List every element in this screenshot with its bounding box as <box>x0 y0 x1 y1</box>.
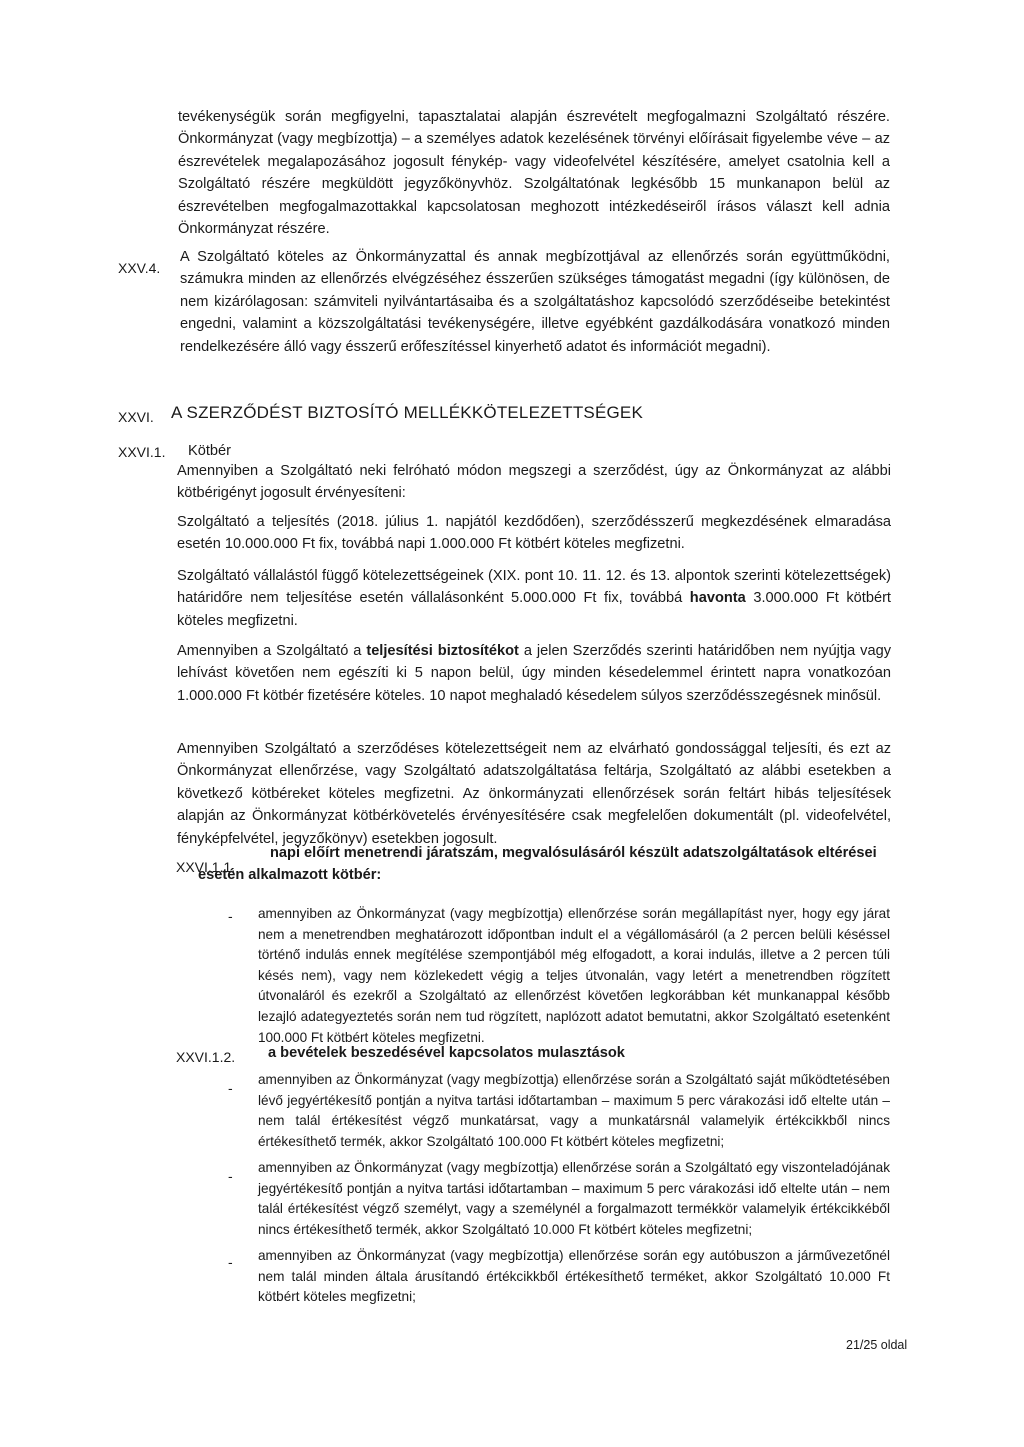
kotber-paragraph-2: Szolgáltató a teljesítés (2018. július 1. napjától kezdődően), szerződésszerű megkezdésének elmaradása esetén 10.000.000 Ft fix, továbbá napi 1.000.000 Ft kötbért köteles megfizetni. <box>177 514 891 553</box>
intro-paragraph: tevékenységük során megfigyelni, tapasztalatai alapján észrevételt megfogalmazni Szolgáltató részére. Önkormányzat (vagy megbízottja) – a személyes adatok kezelésének törvényi előírásait figyelembe véve – az észrevételek megalapozásához jogosult fénykép- vagy videofelvétel készítésére, amelyet csatolnia kell a Szolgáltató részére megküldött jegyzőkönyvhöz. Szolgáltatónak legkésőbb 15 munkanapon belül az észrevételben megfogalmazottakkal kapcsolatosan meghozott intézkedéseiről írásos választ kell adnia Önkormányzat részére. <box>178 109 890 238</box>
section-xxvi11-title: napi előírt menetrendi járatszám, megvalósulásáról készült adatszolgáltatások eltérései esetén alkalmazott kötbér: <box>198 845 877 884</box>
section-number-xxvi1: XXVI.1. <box>118 444 166 460</box>
penalty-list-item: amennyiben az Önkormányzat (vagy megbízottja) ellenőrzése során megállapítást nyer, hogy egy járat nem a menetrendben meghatározott időpontban indult el a végállomásáról (a 2 percen belüli késéssel történő indulás ennek megítélése szempontjából még elfogadott, a korai indulás, illetve a 2 percen túli késés nem), vagy nem közlekedett végig a teljes útvonalán, vagy letért a menetrendben rögzített útvonaláról és ezekről a Szolgáltató az ellenőrzést követően legkorábban két munkanappal később lezajló adategyeztetés során nem tud rögzített, naplózott adatot bemutatni, akkor Szolgáltató esetenként 100.000 Ft kötbért köteles megfizetni. <box>258 906 890 1045</box>
dash-marker: - <box>228 1254 233 1270</box>
dash-marker: - <box>228 908 233 924</box>
kotber-paragraph-3 <box>177 565 891 632</box>
kotber-paragraph-5: Amennyiben Szolgáltató a szerződéses kötelezettségeit nem az elvárható gondossággal teljesíti, és ezt az Önkormányzat ellenőrzése, vagy Szolgáltató adatszolgáltatása feltárja, Szolgáltató az alábbi esetekben a következő kötbéreket köteles megfizetni. Az önkormányzati ellenőrzések során feltárt hibás teljesítések alapján az Önkormányzat kötbérkövetelés érvényesítésére csak megfelelően dokumentált (pl. videofelvétel, fényképfelvétel, jegyzőkönyv) esetekben jogosult. <box>177 741 891 847</box>
penalty-list-item: amennyiben az Önkormányzat (vagy megbízottja) ellenőrzése során a Szolgáltató egy viszonteladójának jegyértékesítő pontján a nyitva tartási időtartamban – maximum 5 perc várakozási idő eltelte után – nem talál értékesítést végző személyt, vagy a személynél a forgalmazott termékkör valamelyik értékcikkéből nincs értékesíthető termék, akkor Szolgáltató 10.000 Ft kötbért köteles megfizetni; <box>258 1160 890 1237</box>
kotber-p3-text-b: 3.000.000 Ft kötbért köteles megfizetni. <box>177 590 891 629</box>
section-number-xxvi12: XXVI.1.2. <box>176 1049 236 1065</box>
page-number: 21/25 oldal <box>846 1338 908 1352</box>
kotber-p4-bold: teljesítési biztosítékot <box>366 643 519 659</box>
kotber-p4-text-a: Amennyiben a Szolgáltató a <box>177 643 367 659</box>
kotber-p3-bold: havonta <box>689 590 746 607</box>
section-xxv4-text: A Szolgáltató köteles az Önkormányzattal és annak megbízottjával az ellenőrzés során együttműködni, számukra minden az ellenőrzés elvégzéséhez ésszerűen szükséges támogatást megadni (így különösen, de nem kizárólagosan: számviteli nyilvántartásaiba és a szolgáltatáshoz kapcsolódó szerződéseibe betekintést engedni, valamint a közszolgáltatási tevékenységére, illetve egyébként gazdálkodására vonatkozó minden rendelkezésére álló vagy ésszerű erőfeszítéssel kinyerhető adatot és információt megadni). <box>180 249 890 355</box>
section-xxvi1-title: Kötbér <box>188 443 231 459</box>
dash-marker: - <box>228 1168 233 1184</box>
kotber-p4-text-b: a jelen Szerződés szerinti határidőben nem nyújtja vagy lehívást követően nem egészíti ki 5 napon belül, úgy minden késedelemmel érintett napra vonatkozóan 1.000.000 Ft kötbér fizetésére köteles. 10 napot meghaladó késedelem súlyos szerződésszegésnek minősül. <box>177 643 891 704</box>
section-number-xxvi11: XXVI.1.1. <box>176 859 236 875</box>
penalty-list-item: amennyiben az Önkormányzat (vagy megbízottja) ellenőrzése során a Szolgáltató saját működtetésében lévő jegyértékesítő pontján a nyitva tartási időtartamban – maximum 5 perc várakozási idő eltelte után – nem talál értékesítést végző munkatársat, vagy a munkatársnál valamelyik értékcikkből nincs értékesíthető termék, akkor Szolgáltató 100.000 Ft kötbért köteles megfizetni; <box>258 1072 890 1149</box>
section-xxvi-title: A SZERZŐDÉST BIZTOSÍTÓ MELLÉKKÖTELEZETTSÉGEK <box>171 403 644 422</box>
kotber-paragraph-1: Amennyiben a Szolgáltató neki felróható módon megszegi a szerződést, úgy az Önkormányzat az alábbi kötbérigényt jogosult érvényesíteni: <box>177 463 891 502</box>
section-xxvi12-title: a bevételek beszedésével kapcsolatos mulasztások <box>268 1045 625 1061</box>
section-number-xxvi: XXVI. <box>118 409 154 425</box>
section-number-xxv4: XXV.4. <box>118 260 161 276</box>
kotber-p3-text-a: Szolgáltató vállalástól függő kötelezettségeinek (XIX. pont 10. 11. 12. és 13. alpontok szerinti kötelezettségek) határidőre nem teljesítése esetén vállalásonként 5.000.000 Ft fix, továbbá <box>177 568 891 607</box>
dash-marker: - <box>228 1080 233 1096</box>
kotber-paragraph-4 <box>177 640 891 707</box>
penalty-list-item: amennyiben az Önkormányzat (vagy megbízottja) ellenőrzése során egy autóbuszon a járművezetőnél nem talál minden általa árusítandó értékcikkből értékesíthető terméket, akkor Szolgáltató 10.000 Ft kötbért köteles megfizetni; <box>258 1248 890 1305</box>
